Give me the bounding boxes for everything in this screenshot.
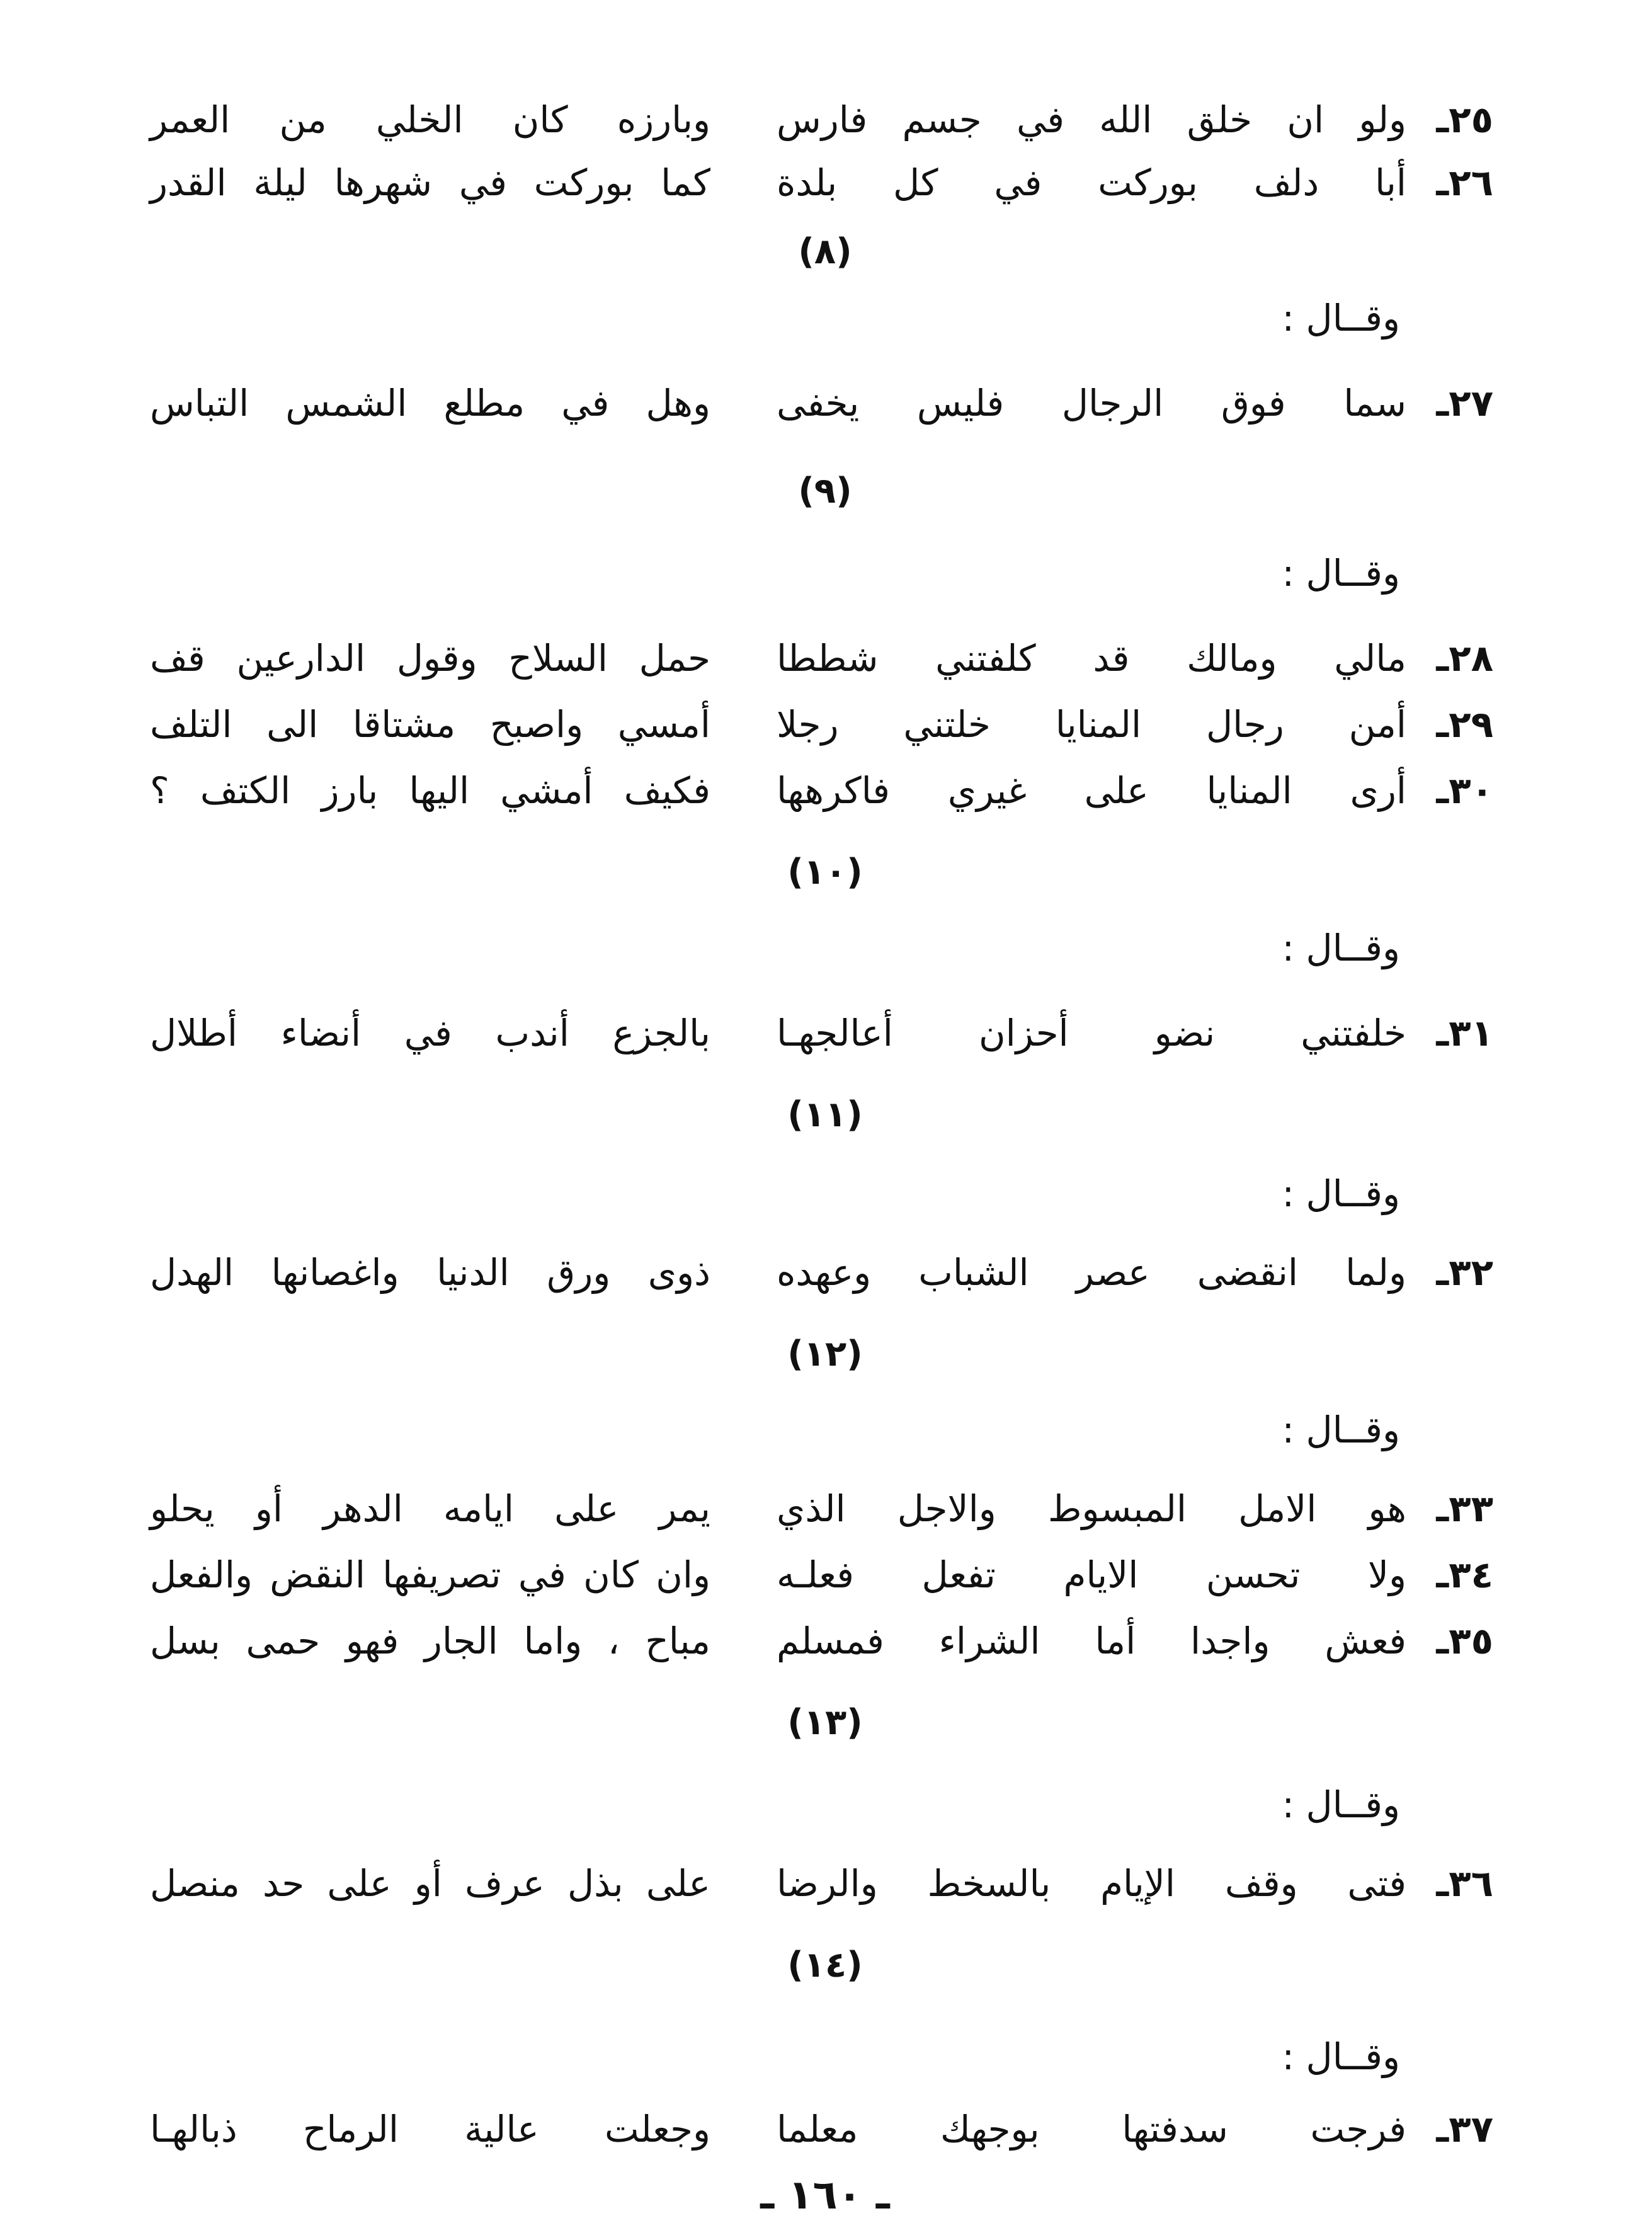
verse-second-hemistich: وان كان في تصريفها النقض والفعل xyxy=(150,1553,710,1596)
verse-number: ٣٣ـ xyxy=(1436,1487,1493,1530)
verse-second-hemistich: حمل السلاح وقول الدارعين قف xyxy=(150,637,710,680)
section-number: (١٢) xyxy=(787,1334,863,1374)
verse-second-hemistich: أمسي واصبح مشتاقا الى التلف xyxy=(150,703,710,746)
section-intro: وقــال : xyxy=(1282,297,1400,340)
verse-first-hemistich: ولو ان خلق الله في جسم فارس xyxy=(777,98,1406,141)
verse-first-hemistich: ولا تحسن الايام تفعل فعلـه xyxy=(777,1553,1406,1596)
verse-second-hemistich: فكيف أمشي اليها بارز الكتف ؟ xyxy=(150,769,710,812)
verse-number: ٣٧ـ xyxy=(1436,2108,1493,2151)
verse-first-hemistich: سما فوق الرجال فليس يخفى xyxy=(777,382,1406,425)
verse-first-hemistich: أبا دلف بوركت في كل بلدة xyxy=(777,161,1406,204)
verse-first-hemistich: ولما انقضى عصر الشباب وعهده xyxy=(777,1251,1406,1294)
verse-first-hemistich: فعش واجدا أما الشراء فمسلم xyxy=(777,1620,1406,1662)
verse-second-hemistich: ذوى ورق الدنيا واغصانها الهدل xyxy=(150,1251,710,1294)
verse-number: ٣٢ـ xyxy=(1436,1251,1493,1294)
verse-second-hemistich: مباح ، واما الجار فهو حمى بسل xyxy=(150,1620,710,1662)
section-number: (١٠) xyxy=(787,852,863,893)
verse-number: ٢٦ـ xyxy=(1436,161,1493,204)
verse-second-hemistich: على بذل عرف أو على حد منصل xyxy=(150,1862,710,1905)
section-intro: وقــال : xyxy=(1282,927,1400,969)
verse-number: ٢٨ـ xyxy=(1436,637,1493,680)
verse-first-hemistich: فرجت سدفتها بوجهك معلما xyxy=(777,2108,1406,2151)
verse-second-hemistich: بالجزع أندب في أنضاء أطلال xyxy=(150,1012,710,1054)
verse-second-hemistich: يمر على ايامه الدهر أو يحلو xyxy=(150,1487,710,1530)
section-intro: وقــال : xyxy=(1282,552,1400,595)
verse-first-hemistich: أمن رجال المنايا خلتني رجلا xyxy=(777,703,1406,746)
section-intro: وقــال : xyxy=(1282,2035,1400,2078)
verse-number: ٣٤ـ xyxy=(1436,1553,1493,1596)
verse-second-hemistich: وبارزه كان الخلي من العمر xyxy=(150,98,710,141)
verse-first-hemistich: أرى المنايا على غيري فاكرهها xyxy=(777,769,1406,812)
page-number: ـ ١٦٠ ـ xyxy=(760,2172,890,2219)
verse-number: ٣٥ـ xyxy=(1436,1620,1493,1662)
verse-number: ٣٠ـ xyxy=(1436,769,1493,812)
section-number: (١٤) xyxy=(787,1945,863,1986)
verse-first-hemistich: خلفتني نضو أحزان أعالجهـا xyxy=(777,1012,1406,1054)
verse-number: ٣١ـ xyxy=(1436,1012,1493,1054)
verse-first-hemistich: فتى وقف الإيام بالسخط والرضا xyxy=(777,1862,1406,1905)
section-intro: وقــال : xyxy=(1282,1409,1400,1451)
section-number: (١١) xyxy=(787,1094,863,1135)
section-intro: وقــال : xyxy=(1282,1783,1400,1826)
verse-second-hemistich: كما بوركت في شهرها ليلة القدر xyxy=(150,161,710,204)
verse-number: ٢٥ـ xyxy=(1436,98,1493,141)
verse-second-hemistich: وجعلت عالية الرماح ذبالهـا xyxy=(150,2108,710,2151)
verse-second-hemistich: وهل في مطلع الشمس التباس xyxy=(150,382,710,425)
section-number: (١٣) xyxy=(787,1702,863,1743)
verse-number: ٢٧ـ xyxy=(1436,382,1493,425)
verse-first-hemistich: هو الامل المبسوط والاجل الذي xyxy=(777,1487,1406,1530)
section-number: (٩) xyxy=(798,471,852,511)
verse-number: ٣٦ـ xyxy=(1436,1862,1493,1905)
section-intro: وقــال : xyxy=(1282,1172,1400,1215)
verse-number: ٢٩ـ xyxy=(1436,703,1493,746)
section-number: (٨) xyxy=(798,231,852,272)
verse-first-hemistich: مالي ومالك قد كلفتني شططا xyxy=(777,637,1406,680)
